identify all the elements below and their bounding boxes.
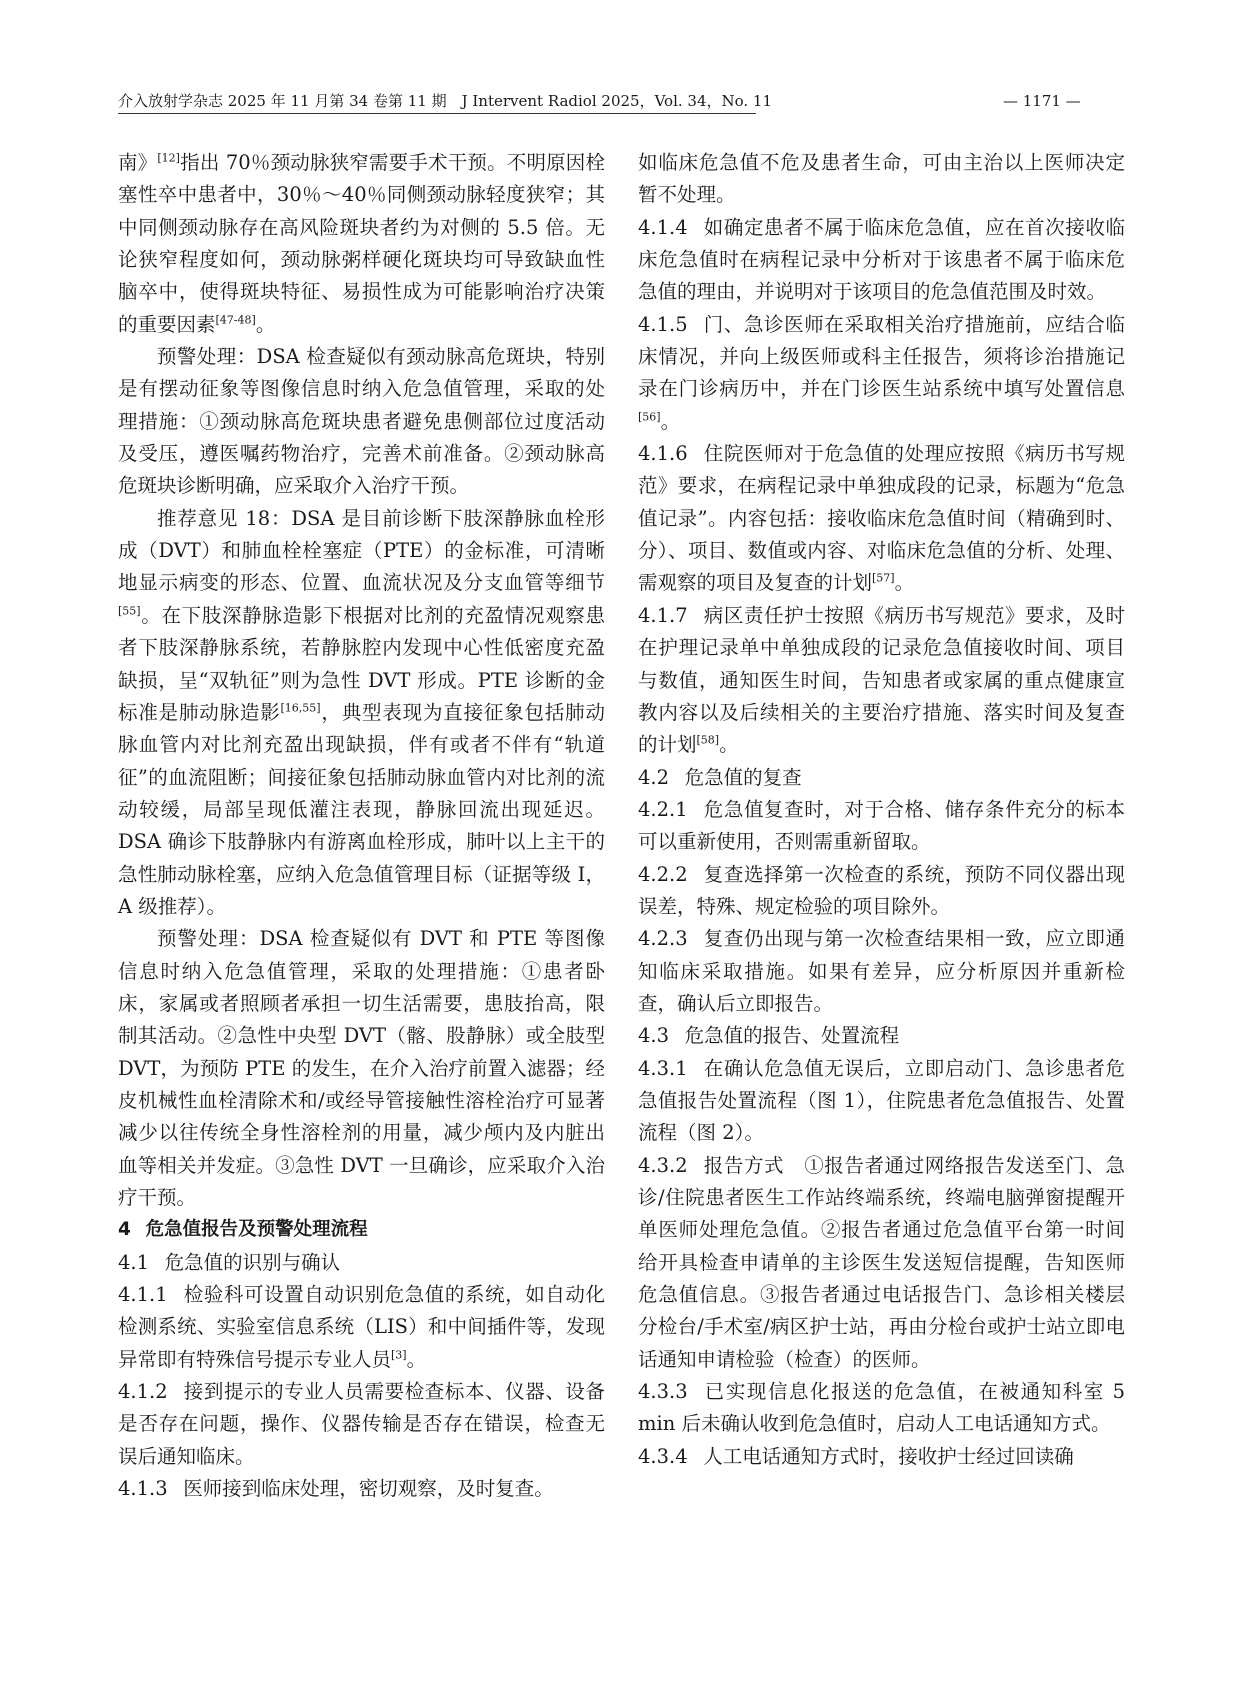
numbered-item: 4.3.3 已实现信息化报送的危急值，在被通知科室 5 min 后未确认收到危急值时，启动人工电话通知方式。	[638, 1380, 1125, 1436]
paragraph: 南》[12]指出 70％颈动脉狭窄需要手术干预。不明原因栓塞性卒中患者中，30％～40％同侧颈动脉轻度狭窄；其中同侧颈动脉存在高风险斑块者约为对侧的 5.5 倍。无论狭窄程度如何，颈动脉粥样硬化斑块均可导致缺血性脑卒中，使得斑块特征、易损性成为可能影响治疗决策的重要因素[47-48]。	[118, 151, 605, 336]
header-rule	[118, 113, 756, 114]
numbered-item: 4.1.2 接到提示的专业人员需要检查标本、仪器、设备是否存在问题，操作、仪器传输是否存在错误，检查无误后通知临床。	[118, 1380, 605, 1468]
subsection-heading: 4.3 危急值的报告、处置流程	[638, 1024, 900, 1048]
paragraph: 推荐意见 18：DSA 是目前诊断下肢深静脉血栓形成（DVT）和肺血栓栓塞症（PTE）的金标准，可清晰地显示病变的形态、位置、血流状况及分支血管等细节[55]。在下肢深静脉造影下根据对比剂的充盈情况观察患者下肢深静脉系统，若静脉腔内发现中心性低密度充盈缺损，呈“双轨征”则为急性 DVT 形成。PTE 诊断的金标准是肺动脉造影[16,55]，典型表现为直接征象包括肺动脉血管内对比剂充盈出现缺损，伴有或者不伴有“轨道征”的血流阻断；间接征象包括肺动脉血管内对比剂的流动较缓，局部呈现低灌注表现，静脉回流出现延迟。DSA 确诊下肢静脉内有游离血栓形成，肺叶以上主干的急性肺动脉栓塞，应纳入危急值管理目标（证据等级 Ⅰ，A 级推荐）。	[118, 506, 605, 918]
numbered-item: 4.2.3 复查仍出现与第一次检查结果相一致，应立即通知临床采取措施。如果有差异，应分析原因并重新检查，确认后立即报告。	[638, 927, 1125, 1015]
numbered-item: 4.1.1 检验科可设置自动识别危急值的系统，如自动化检测系统、实验室信息系统（LIS）和中间插件等，发现异常即有特殊信号提示专业人员[3]。	[118, 1283, 605, 1371]
paragraph: 预警处理：DSA 检查疑似有 DVT 和 PTE 等图像信息时纳入危急值管理，采取的处理措施：①患者卧床，家属或者照顾者承担一切生活需要，患肢抬高，限制其活动。②急性中央型 DVT（髂、股静脉）或全肢型 DVT，为预防 PTE 的发生，在介入治疗前置入滤器；经皮机械性血栓清除术和/或经导管接触性溶栓治疗可显著减少以往传统全身性溶栓剂的用量，减少颅内及内脏出血等相关并发症。③急性 DVT 一旦确诊，应采取介入治疗干预。	[118, 927, 605, 1209]
numbered-item: 4.3.1 在确认危急值无误后，立即启动门、急诊患者危急值报告处置流程（图 1），住院患者危急值报告、处置流程（图 2）。	[638, 1056, 1125, 1145]
numbered-item: 4.3.4 人工电话通知方式时，接收护士经过回读确	[638, 1444, 1074, 1468]
numbered-item: 4.1.6 住院医师对于危急值的处理应按照《病历书写规范》要求，在病程记录中单独成段的记录，标题为“危急值记录”。内容包括：接收临床危急值时间（精确到时、分）、项目、数值或内容、对临床危急值的分析、处理、需观察的项目及复查的计划[57]。	[638, 442, 1125, 595]
numbered-item: 4.1.4 如确定患者不属于临床危急值，应在首次接收临床危急值时在病程记录中分析对于该患者不属于临床危急值的理由，并说明对于该项目的危急值范围及时效。	[638, 215, 1125, 304]
numbered-item: 4.1.7 病区责任护士按照《病历书写规范》要求，及时在护理记录单中单独成段的记录危急值接收时间、项目与数值，通知医生时间，告知患者或家属的重点健康宣教内容以及后续相关的主要治疗措施、落实时间及复查的计划[58]。	[638, 603, 1125, 757]
numbered-item: 4.2.1 危急值复查时，对于合格、储存条件充分的标本可以重新使用，否则需重新留取。	[638, 797, 1125, 854]
numbered-item: 4.1.5 门、急诊医师在采取相关治疗措施前，应结合临床情况，并向上级医师或科主任报告，须将诊治措施记录在门诊病历中，并在门诊医生站系统中填写处置信息[56]。	[638, 312, 1125, 433]
section-heading: 4 危急值报告及预警处理流程	[118, 1219, 368, 1241]
right-column	[638, 147, 1125, 1473]
numbered-item: 4.3.2 报告方式 ①报告者通过网络报告发送至门、急诊/住院患者医生工作站终端系统，终端电脑弹窗提醒开单医师处理危急值。②报告者通过危急值平台第一时间给开具检查申请单的主诊医生发送短信提醒，告知医师危急值信息。③报告者通过电话报告门、急诊相关楼层分检台/手术室/病区护士站，再由分检台或护士站立即电话通知申请检验（检查）的医师。	[638, 1153, 1125, 1371]
paragraph: 预警处理：DSA 检查疑似有颈动脉高危斑块，特别是有摆动征象等图像信息时纳入危急值管理，采取的处理措施：①颈动脉高危斑块患者避免患侧部位过度活动及受压，遵医嘱药物治疗，完善术前准备。②颈动脉高危斑块诊断明确，应采取介入治疗干预。	[118, 345, 605, 498]
subsection-heading: 4.2 危急值的复查	[638, 765, 802, 789]
left-column	[118, 147, 605, 1505]
subsection-heading: 4.1 危急值的识别与确认	[118, 1250, 341, 1274]
numbered-item: 4.1.3 医师接到临床处理，密切观察，及时复查。	[118, 1477, 554, 1501]
numbered-item: 4.2.2 复查选择第一次检查的系统，预防不同仪器出现误差，特殊、规定检验的项目除外。	[638, 862, 1125, 918]
page-number: — 1171 —	[1003, 92, 1081, 110]
paragraph: 如临床危急值不危及患者生命，可由主治以上医师决定暂不处理。	[638, 151, 1125, 207]
running-header: 介入放射学杂志 2025 年 11 月第 34 卷第 11 期 J Intervent Radiol 2025，Vol. 34，No. 11	[118, 92, 773, 110]
